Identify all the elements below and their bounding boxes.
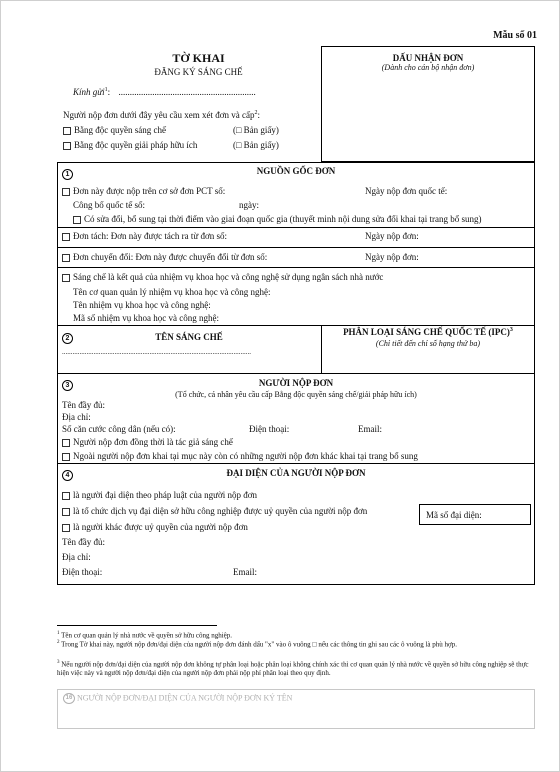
checkbox[interactable]	[62, 188, 70, 196]
invention-name-dots[interactable]: ............................................................................................................	[62, 348, 251, 356]
applicant-id-label: Số căn cước công dân (nếu có):	[62, 424, 176, 434]
checkbox[interactable]	[62, 254, 70, 262]
stamp-subtitle: (Dành cho cán bộ nhận đơn)	[381, 63, 475, 72]
agency-label: Tên cơ quan quản lý nhiệm vụ khoa học và công nghệ:	[73, 287, 271, 297]
form-title: TỜ KHAI	[172, 51, 225, 65]
checkbox[interactable]	[62, 492, 70, 500]
footnote-rule	[57, 625, 217, 626]
applicant-address-label: Địa chỉ:	[62, 412, 91, 422]
amend-row[interactable]: Có sửa đổi, bổ sung tại thời điểm vào giai đoạn quốc gia (thuyết minh nội dung sửa đổi khai tại trang bổ sung)	[73, 214, 481, 224]
split-date: Ngày nộp đơn:	[365, 231, 419, 241]
divider	[57, 325, 535, 326]
checkbox[interactable]	[62, 274, 70, 282]
divider	[57, 227, 535, 228]
section3-subtitle: (Tổ chức, cá nhân yêu cầu cấp Bằng độc quyền sáng chế/giải pháp hữu ích)	[175, 390, 417, 399]
section4-title: ĐẠI DIỆN CỦA NGƯỜI NỘP ĐƠN	[226, 468, 366, 478]
checkbox[interactable]	[62, 524, 70, 532]
checkbox[interactable]	[62, 453, 70, 461]
request-sup: 2	[254, 110, 258, 116]
signature-box[interactable]	[57, 689, 535, 729]
also-author-row[interactable]: Người nộp đơn đồng thời là tác giả sáng chế	[62, 437, 233, 447]
split-row[interactable]: Đơn tách: Đơn này được tách ra từ đơn số:	[62, 231, 227, 241]
pub-date: ngày:	[239, 200, 259, 210]
pct-row[interactable]: Đơn này được nộp trên cơ sở đơn PCT số:	[62, 186, 225, 196]
applicant-phone-label: Điện thoại:	[249, 424, 290, 434]
checkbox[interactable]	[63, 127, 71, 135]
signature-label: 16 NGƯỜI NỘP ĐƠN/ĐẠI DIỆN CỦA NGƯỜI NỘP ĐƠN KÝ TÊN	[63, 693, 292, 704]
rep-option-other[interactable]: là người khác được uỷ quyền của người nộp đơn	[62, 522, 248, 532]
section2-title: TÊN SÁNG CHẾ	[155, 332, 223, 342]
research-row[interactable]: Sáng chế là kết quả của nhiệm vụ khoa học và công nghệ sử dụng ngân sách nhà nước	[62, 272, 383, 282]
divider	[57, 373, 535, 374]
section2-number: 2	[62, 329, 73, 347]
form-subtitle: ĐĂNG KÝ SÁNG CHẾ	[154, 67, 243, 77]
form-number: Mẫu số 01	[493, 30, 537, 41]
ipc-subtitle: (Chỉ tiết đến chỉ số hạng thứ ba)	[375, 339, 481, 348]
rep-option-agency[interactable]: là tổ chức dịch vụ đại diện sở hữu công nghiệp được uỷ quyền của người nộp đơn	[62, 506, 367, 516]
rep-name-label: Tên đầy đủ:	[62, 537, 105, 547]
footnote-1: $^1$ Tên cơ quan quản lý nhà nước về quyền sở hữu công nghiệp.	[57, 631, 233, 640]
option-utility[interactable]	[63, 140, 197, 150]
kinh-gui-sup: 1	[104, 87, 108, 93]
kinh-gui-line: Kính gửi$^1$: .............................................................	[73, 87, 256, 97]
section3-number: 3	[62, 376, 73, 394]
request-text: Người nộp đơn dưới đây yêu cầu xem xét đơn và cấp	[63, 110, 255, 120]
footnote-3: $^3$ Nếu người nộp đơn/đại diện của người nộp đơn không tự phân loại hoặc phân loại không chính xác thì cơ quan quản lý nhà nước về quyền sở hữu công nghiệp sẽ thực hiện việc này và người nộp đơn/đại diện của người nộp đơn phải nộp phí phân loại theo quy định.	[57, 660, 529, 678]
pub-number: Công bố quốc tế số:	[73, 200, 145, 210]
rep-phone-label: Điện thoại:	[62, 567, 103, 577]
rep-code-label: Mã số đại diện:	[426, 510, 482, 520]
footnote-2: $^2$ Trong Tờ khai này, người nộp đơn/đại diện của người nộp đơn đánh dấu "x" vào ô vuông □ nếu các thông tin ghi sau các ô vuông là phù hợp.	[57, 640, 457, 649]
option-utility-label: Bằng độc quyền giải pháp hữu ích	[74, 140, 198, 150]
checkbox[interactable]	[73, 216, 81, 224]
task-code-label: Mã số nhiệm vụ khoa học và công nghệ:	[73, 313, 219, 323]
convert-date: Ngày nộp đơn:	[365, 252, 419, 262]
divider	[57, 267, 535, 268]
option-utility-paper[interactable]: (□ Bản giấy)	[233, 140, 279, 150]
other-applicants-row[interactable]: Ngoài người nộp đơn khai tại mục này còn có những người nộp đơn khác khai tại trang bổ sung	[62, 451, 418, 461]
option-patent-paper[interactable]: (□ Bản giấy)	[233, 125, 279, 135]
convert-row[interactable]: Đơn chuyển đổi: Đơn này được chuyển đổi từ đơn số:	[62, 252, 267, 262]
option-patent-label: Bằng độc quyền sáng chế	[74, 125, 166, 135]
stamp-title: DẤU NHẬN ĐƠN	[392, 53, 464, 63]
kinh-gui-label: Kính gửi	[73, 87, 105, 97]
applicant-name-label: Tên đầy đủ:	[62, 400, 105, 410]
checkbox[interactable]	[62, 233, 70, 241]
section4-number: 4	[62, 466, 73, 484]
divider	[57, 463, 535, 464]
request-line: Người nộp đơn dưới đây yêu cầu xem xét đơn và cấp$^2$:	[63, 110, 261, 120]
option-patent[interactable]	[63, 125, 166, 135]
stamp-box	[321, 46, 535, 162]
task-name-label: Tên nhiệm vụ khoa học và công nghệ:	[73, 300, 211, 310]
checkbox[interactable]	[63, 142, 71, 150]
rep-address-label: Địa chỉ:	[62, 552, 91, 562]
section3-title: NGƯỜI NỘP ĐƠN	[258, 378, 334, 388]
pct-date: Ngày nộp đơn quốc tế:	[365, 186, 448, 196]
ipc-title: PHÂN LOẠI SÁNG CHẾ QUỐC TẾ (IPC)$^3$	[343, 327, 513, 337]
rep-email-label: Email:	[233, 567, 257, 577]
section1-number: 1	[62, 165, 73, 183]
rep-option-legal[interactable]: là người đại diện theo pháp luật của người nộp đơn	[62, 490, 257, 500]
applicant-email-label: Email:	[358, 424, 382, 434]
section1-title: NGUỒN GỐC ĐƠN	[256, 166, 336, 176]
kinh-gui-dots: .............................................................	[118, 87, 256, 97]
checkbox[interactable]	[62, 439, 70, 447]
checkbox[interactable]	[62, 508, 70, 516]
divider	[57, 247, 535, 248]
rep-code-box[interactable]	[419, 504, 531, 525]
